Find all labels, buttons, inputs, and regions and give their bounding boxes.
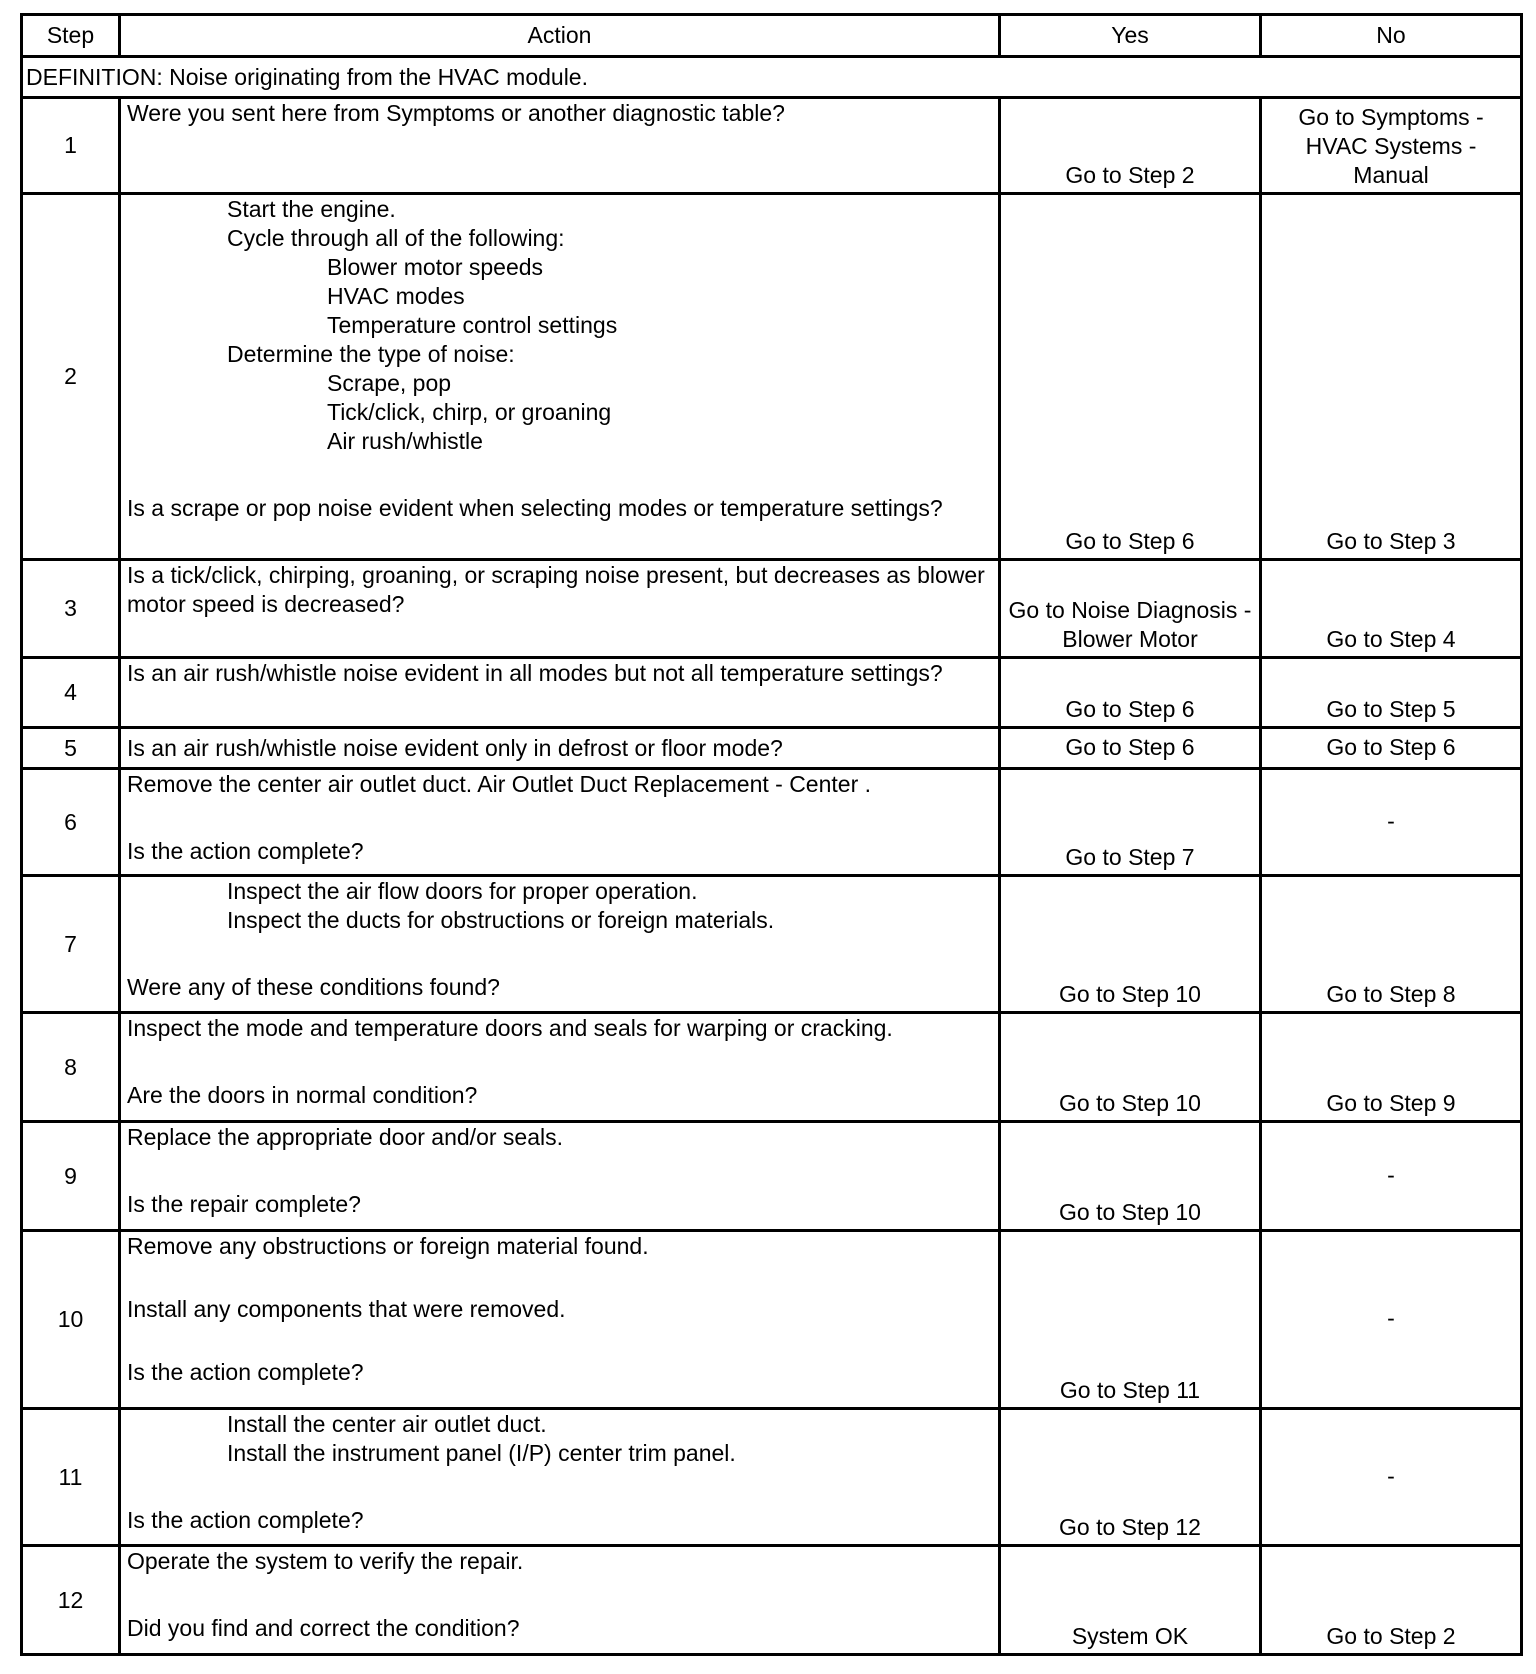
- action-line: Determine the type of noise:: [227, 341, 515, 367]
- table-row: [22, 98, 1522, 194]
- yes-cell: Go to Step 10: [1000, 876, 1261, 1013]
- yes-cell: Go to Step 11: [1000, 1231, 1261, 1409]
- definition-row: [22, 57, 1522, 98]
- action-cell: [120, 769, 1000, 876]
- definition-text: DEFINITION: Noise originating from the HVAC module.: [22, 57, 1522, 98]
- table-row: [22, 1546, 1522, 1655]
- step-number: 5: [22, 728, 120, 769]
- action-cell: [120, 876, 1000, 1013]
- table-row: [22, 658, 1522, 728]
- action-question: Is the action complete?: [127, 838, 364, 864]
- action-line: Inspect the ducts for obstructions or foreign materials.: [227, 907, 775, 933]
- spacer: [127, 1261, 992, 1295]
- yes-cell: Go to Noise Diagnosis - Blower Motor: [1000, 560, 1261, 658]
- action-question: Did you find and correct the condition?: [127, 1615, 520, 1641]
- action-line: Scrape, pop: [327, 370, 452, 396]
- action-question: Were any of these conditions found?: [127, 974, 500, 1000]
- action-line: Is an air rush/whistle noise evident only in defrost or floor mode?: [127, 734, 783, 761]
- spacer: [127, 1043, 992, 1081]
- action-line: Install any components that were removed.: [127, 1296, 566, 1322]
- step-number: 11: [22, 1409, 120, 1546]
- action-cell: [120, 658, 1000, 728]
- action-question: Is the repair complete?: [127, 1191, 361, 1217]
- table-row: [22, 560, 1522, 658]
- header-yes: Yes: [1000, 15, 1261, 57]
- action-question: Is the action complete?: [127, 1359, 364, 1385]
- no-cell: -: [1261, 1231, 1522, 1409]
- table-row: [22, 1409, 1522, 1546]
- action-line: Air rush/whistle: [327, 428, 483, 454]
- table-row: [22, 728, 1522, 769]
- step-number: 10: [22, 1231, 120, 1409]
- spacer: [127, 935, 992, 973]
- step-number: 3: [22, 560, 120, 658]
- action-question: Is a scrape or pop noise evident when selecting modes or temperature settings?: [127, 495, 943, 521]
- action-line: Is an air rush/whistle noise evident in all modes but not all temperature settings?: [127, 660, 943, 686]
- action-line: Tick/click, chirp, or groaning: [327, 399, 612, 425]
- action-line: Inspect the mode and temperature doors and seals for warping or cracking.: [127, 1015, 893, 1041]
- yes-cell: Go to Step 10: [1000, 1013, 1261, 1122]
- step-number: 9: [22, 1122, 120, 1231]
- table-row: [22, 1013, 1522, 1122]
- no-cell: -: [1261, 1409, 1522, 1546]
- action-cell: [120, 1546, 1000, 1655]
- step-number: 7: [22, 876, 120, 1013]
- action-line: Remove any obstructions or foreign material found.: [127, 1233, 649, 1259]
- table-row: [22, 1122, 1522, 1231]
- action-line: Inspect the air flow doors for proper operation.: [227, 878, 698, 904]
- yes-cell: Go to Step 6: [1000, 728, 1261, 769]
- action-line: Temperature control settings: [327, 312, 618, 338]
- action-line: Is a tick/click, chirping, groaning, or scraping noise present, but decreases as blower motor speed is decreased?: [127, 562, 985, 617]
- spacer: [127, 799, 992, 837]
- spacer: [127, 456, 992, 494]
- header-row: [22, 15, 1522, 57]
- table-row: [22, 876, 1522, 1013]
- spacer: [127, 1468, 992, 1506]
- action-line: Cycle through all of the following:: [227, 225, 565, 251]
- action-line: Replace the appropriate door and/or seals.: [127, 1124, 564, 1150]
- step-number: 12: [22, 1546, 120, 1655]
- spacer: [127, 1324, 992, 1358]
- action-cell: [120, 560, 1000, 658]
- action-question: Is the action complete?: [127, 1507, 364, 1533]
- action-line: Operate the system to verify the repair.: [127, 1548, 524, 1574]
- action-line: Were you sent here from Symptoms or another diagnostic table?: [127, 100, 785, 126]
- step-number: 6: [22, 769, 120, 876]
- yes-cell: Go to Step 10: [1000, 1122, 1261, 1231]
- action-cell: [120, 1409, 1000, 1546]
- yes-cell: Go to Step 7: [1000, 769, 1261, 876]
- action-line: HVAC modes: [327, 283, 465, 309]
- action-cell: [120, 1231, 1000, 1409]
- no-cell: Go to Step 5: [1261, 658, 1522, 728]
- action-cell: [120, 1013, 1000, 1122]
- header-no: No: [1261, 15, 1522, 57]
- step-number: 8: [22, 1013, 120, 1122]
- no-cell: Go to Step 6: [1261, 728, 1522, 769]
- action-cell: [120, 1122, 1000, 1231]
- action-question: Are the doors in normal condition?: [127, 1082, 478, 1108]
- no-cell: -: [1261, 769, 1522, 876]
- yes-cell: Go to Step 2: [1000, 98, 1261, 194]
- table-row: [22, 1231, 1522, 1409]
- action-cell: [120, 98, 1000, 194]
- yes-cell: System OK: [1000, 1546, 1261, 1655]
- action-line: Remove the center air outlet duct. Air Outlet Duct Replacement - Center .: [127, 771, 872, 797]
- action-cell: [120, 194, 1000, 560]
- action-line: Install the center air outlet duct.: [227, 1411, 547, 1437]
- action-line: Blower motor speeds: [327, 254, 544, 280]
- no-cell: Go to Step 8: [1261, 876, 1522, 1013]
- header-action: Action: [120, 15, 1000, 57]
- spacer: [127, 1152, 992, 1190]
- step-number: 2: [22, 194, 120, 560]
- diagnostic-table: [20, 13, 1523, 1656]
- no-cell: Go to Step 2: [1261, 1546, 1522, 1655]
- yes-cell: Go to Step 6: [1000, 194, 1261, 560]
- no-cell: Go to Symptoms - HVAC Systems - Manual: [1261, 98, 1522, 194]
- action-line: Install the instrument panel (I/P) center trim panel.: [227, 1440, 736, 1466]
- table-row: [22, 194, 1522, 560]
- header-step: Step: [22, 15, 120, 57]
- table-row: [22, 769, 1522, 876]
- yes-cell: Go to Step 6: [1000, 658, 1261, 728]
- action-cell: [120, 728, 1000, 769]
- step-number: 1: [22, 98, 120, 194]
- no-cell: -: [1261, 1122, 1522, 1231]
- no-cell: Go to Step 3: [1261, 194, 1522, 560]
- spacer: [127, 1576, 992, 1614]
- no-cell: Go to Step 4: [1261, 560, 1522, 658]
- step-number: 4: [22, 658, 120, 728]
- action-line: Start the engine.: [227, 196, 396, 222]
- no-cell: Go to Step 9: [1261, 1013, 1522, 1122]
- yes-cell: Go to Step 12: [1000, 1409, 1261, 1546]
